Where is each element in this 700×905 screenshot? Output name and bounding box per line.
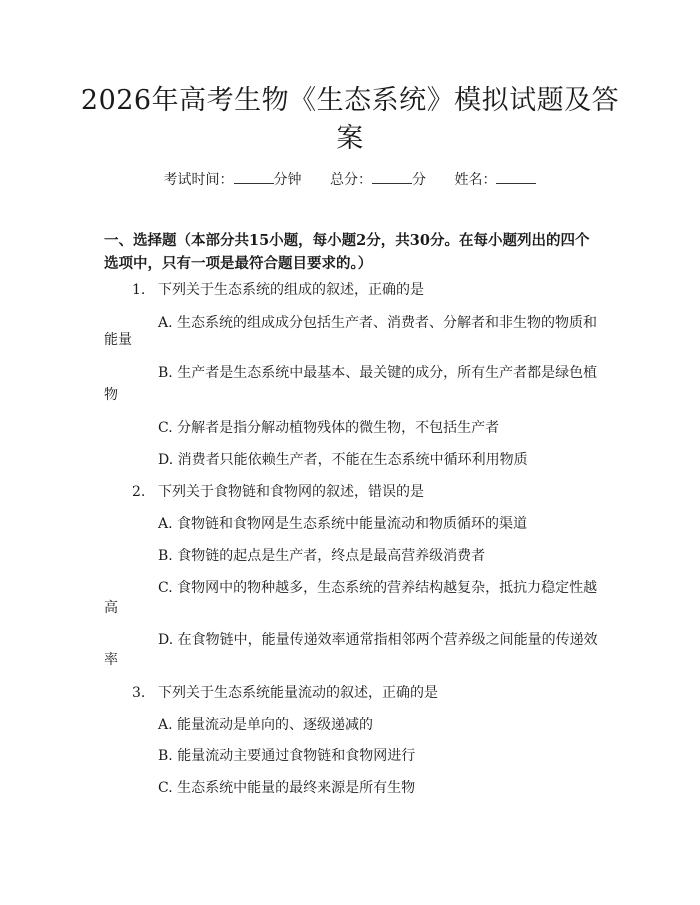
name-label: 姓名：	[454, 172, 497, 188]
exam-time-field	[164, 168, 302, 190]
option-line: D. 在食物链中，能量传递效率通常指相邻两个营养级之间能量的传递效	[158, 632, 598, 648]
name-field	[454, 168, 536, 190]
exam-time-blank[interactable]	[234, 168, 274, 184]
option-line: D. 消费者只能依赖生产者，不能在生态系统中循环利用物质	[158, 452, 528, 468]
option-line: C. 分解者是指分解动植物残体的微生物，不包括生产者	[158, 420, 500, 436]
question-stem	[132, 482, 424, 502]
option-line: B. 生产者是生态系统中最基本、最关键的成分，所有生产者都是绿色植	[158, 365, 598, 381]
exam-time-unit: 分钟	[273, 172, 302, 188]
option-line: C. 食物网中的物种越多，生态系统的营养结构越复杂，抵抗力稳定性越	[158, 580, 598, 596]
option-wrap: 率	[104, 652, 118, 668]
question-number: 2.	[132, 484, 146, 500]
question-text: 下列关于生态系统的组成的叙述，正确的是	[158, 282, 424, 298]
option-wrap: 高	[104, 600, 118, 616]
total-score-blank[interactable]	[372, 168, 412, 184]
question-stem	[132, 280, 424, 300]
option-line: B. 食物链的起点是生产者，终点是最高营养级消费者	[158, 548, 486, 564]
document-title: 2026年高考生物《生态系统》模拟试题及答案	[80, 85, 620, 154]
question-number: 1.	[132, 282, 146, 298]
question-number: 3.	[132, 685, 146, 701]
option-wrap: 能量	[104, 332, 132, 348]
total-score-unit: 分	[412, 172, 426, 188]
name-blank[interactable]	[496, 168, 536, 184]
option-line: A. 生态系统的组成成分包括生产者、消费者、分解者和非生物的物质和	[158, 315, 598, 331]
section-heading-choice: 一、选择题（本部分共15小题，每小题2分，共30分。在每小题列出的四个选项中，只有一项是最符合题目要求的。）	[104, 232, 590, 272]
total-score-field	[330, 168, 426, 190]
option-line: A. 能量流动是单向的、逐级递减的	[158, 717, 374, 733]
question-text: 下列关于食物链和食物网的叙述，错误的是	[158, 484, 424, 500]
option-line: B. 能量流动主要通过食物链和食物网进行	[158, 748, 416, 764]
exam-time-label: 考试时间：	[163, 172, 234, 188]
option-line: C. 生态系统中能量的最终来源是所有生物	[158, 780, 416, 796]
total-score-label: 总分：	[330, 172, 372, 188]
exam-info-line	[0, 168, 700, 190]
question-text: 下列关于生态系统能量流动的叙述，正确的是	[158, 685, 438, 701]
option-wrap: 物	[104, 387, 118, 403]
question-stem	[132, 683, 438, 703]
option-line: A. 食物链和食物网是生态系统中能量流动和物质循环的渠道	[158, 516, 528, 532]
